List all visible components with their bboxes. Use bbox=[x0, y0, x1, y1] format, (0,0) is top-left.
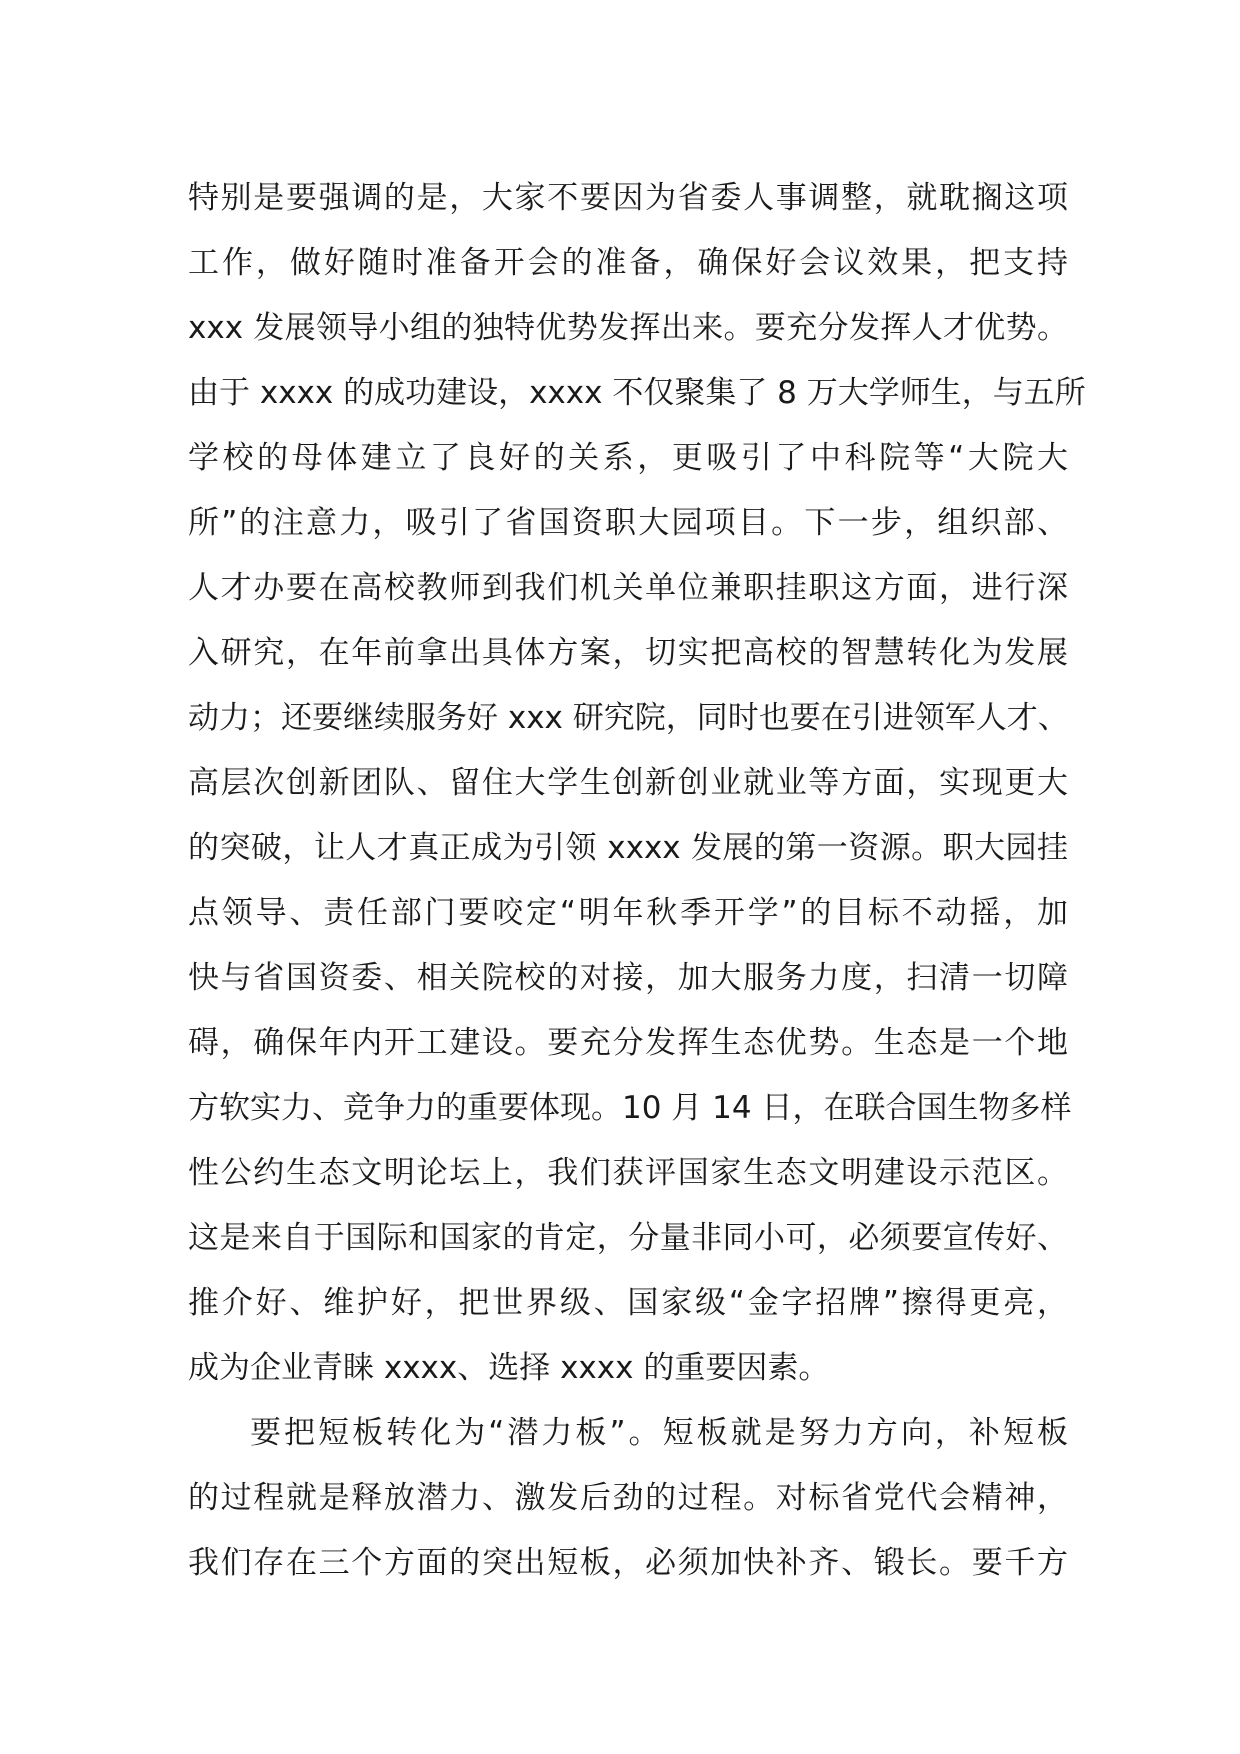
paragraph-2 bbox=[188, 1401, 1068, 1596]
text-line: 碍，确保年内开工建设。要充分发挥生态优势。生态是一个地 bbox=[188, 1025, 1068, 1061]
text-line: 这是来自于国际和国家的肯定，分量非同小可，必须要宣传好、 bbox=[188, 1220, 1068, 1256]
text-line: 我们存在三个方面的突出短板，必须加快补齐、锻长。要千方 bbox=[188, 1545, 1068, 1581]
text-line: 所”的注意力，吸引了省国资职大园项目。下一步，组织部、 bbox=[188, 505, 1068, 541]
text-line: 快与省国资委、相关院校的对接，加大服务力度，扫清一切障 bbox=[188, 960, 1068, 996]
text-line: 动力；还要继续服务好 xxx 研究院，同时也要在引进领军人才、 bbox=[188, 700, 1069, 736]
text-line: 高层次创新团队、留住大学生创新创业就业等方面，实现更大 bbox=[188, 765, 1068, 801]
text-line: 性公约生态文明论坛上，我们获评国家生态文明建设示范区。 bbox=[188, 1155, 1068, 1191]
text-line: 推介好、维护好，把世界级、国家级“金字招牌”擦得更亮， bbox=[188, 1285, 1068, 1321]
text-line: 成为企业青睐 xxxx、选择 xxxx 的重要因素。 bbox=[188, 1350, 830, 1386]
text-line: 方软实力、竞争力的重要体现。10 月 14 日，在联合国生物多样 bbox=[188, 1090, 1072, 1126]
text-line: 的过程就是释放潜力、激发后劲的过程。对标省党代会精神， bbox=[188, 1480, 1068, 1516]
text-line: 的突破，让人才真正成为引领 xxxx 发展的第一资源。职大园挂 bbox=[188, 830, 1068, 866]
text-line: 工作，做好随时准备开会的准备，确保好会议效果，把支持 bbox=[188, 245, 1068, 281]
paragraph-1 bbox=[188, 166, 1086, 1401]
text-line: 特别是要强调的是，大家不要因为省委人事调整，就耽搁这项 bbox=[188, 180, 1068, 216]
text-line: 入研究，在年前拿出具体方案，切实把高校的智慧转化为发展 bbox=[188, 635, 1068, 671]
body-text bbox=[188, 166, 1086, 1596]
text-line: 要把短板转化为“潜力板”。短板就是努力方向，补短板 bbox=[250, 1415, 1068, 1451]
text-line: 点领导、责任部门要咬定“明年秋季开学”的目标不动摇，加 bbox=[188, 895, 1068, 931]
text-line: 由于 xxxx 的成功建设，xxxx 不仅聚集了 8 万大学师生，与五所 bbox=[188, 375, 1086, 411]
text-line: 学校的母体建立了良好的关系，更吸引了中科院等“大院大 bbox=[188, 440, 1068, 476]
text-line: xxx 发展领导小组的独特优势发挥出来。要充分发挥人才优势。 bbox=[188, 310, 1068, 346]
text-line: 人才办要在高校教师到我们机关单位兼职挂职这方面，进行深 bbox=[188, 570, 1068, 606]
